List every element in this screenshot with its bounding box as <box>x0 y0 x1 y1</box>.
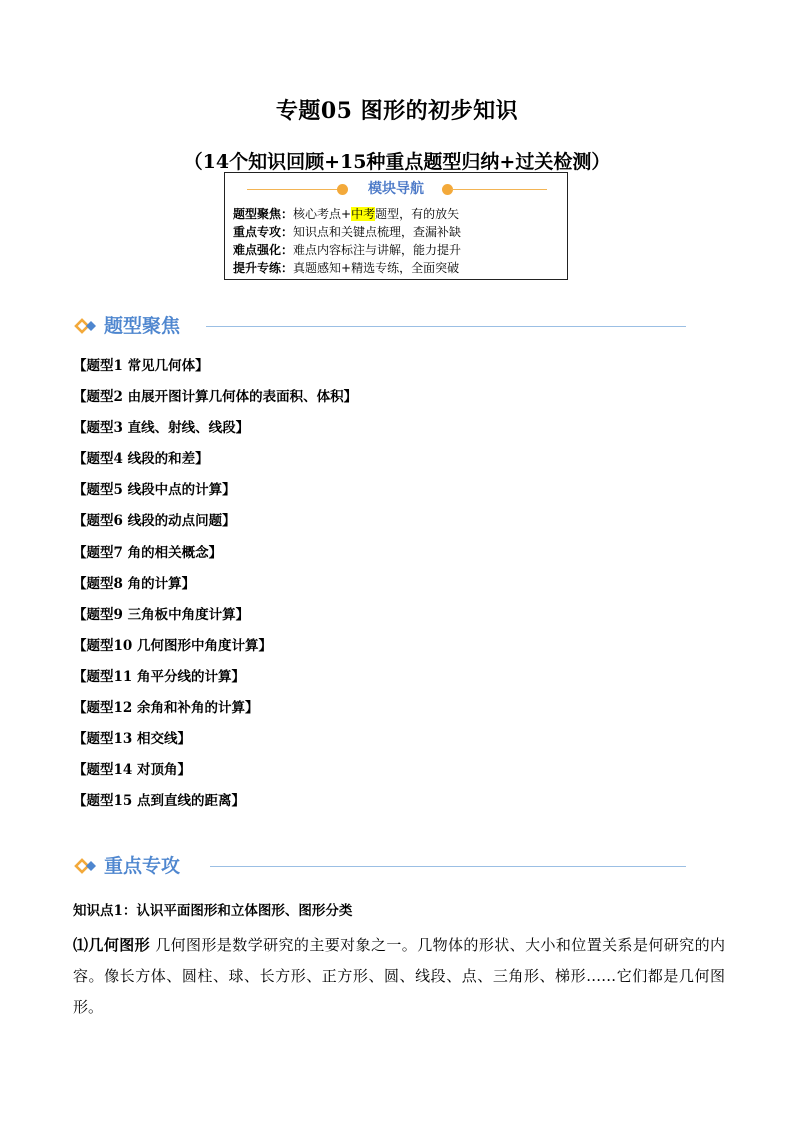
knowledge-point-title: 知识点1：认识平面图形和立体图形、图形分类 <box>73 903 353 919</box>
topic-item: 【题型7 角的相关概念】 <box>73 544 223 561</box>
nav-row-special <box>233 223 461 241</box>
nav-row-text: 知识点和关键点梳理，查漏补缺 <box>293 225 462 239</box>
section-title-special: 重点专攻 <box>104 855 181 877</box>
topic-item: 【题型12 余角和补角的计算】 <box>73 700 259 717</box>
double-diamond-icon <box>74 316 100 336</box>
topic-item: 【题型11 角平分线的计算】 <box>73 668 245 685</box>
nav-row-text: 真题感知+精选专练，全面突破 <box>293 261 460 275</box>
topic-item: 【题型2 由展开图计算几何体的表面积、体积】 <box>73 389 358 406</box>
topic-item: 【题型5 线段中点的计算】 <box>73 482 236 499</box>
nav-decor-line-right <box>451 189 547 190</box>
topic-item: 【题型10 几何图形中角度计算】 <box>73 637 272 654</box>
section-divider-line <box>210 866 686 867</box>
topic-item: 【题型1 常见几何体】 <box>73 358 209 374</box>
module-navigation-list <box>233 205 461 277</box>
topic-item: 【题型13 相交线】 <box>73 731 191 748</box>
section-header-special <box>74 853 686 881</box>
topic-list <box>73 356 357 822</box>
nav-row-focus <box>233 205 461 223</box>
nav-row-text-tail: 题型，有的放矢 <box>375 207 460 221</box>
nav-row-difficult <box>233 241 461 259</box>
nav-row-key: 提升专练： <box>233 261 294 275</box>
document-title: 专题05 图形的初步知识 <box>275 98 519 124</box>
topic-item: 【题型9 三角板中角度计算】 <box>73 606 250 623</box>
module-navigation-box <box>224 172 568 280</box>
section-divider-line <box>206 326 686 327</box>
topic-item: 【题型3 直线、射线、线段】 <box>73 420 250 437</box>
topic-item: 【题型6 线段的动点问题】 <box>73 513 236 530</box>
topic-item: 【题型14 对顶角】 <box>73 762 191 779</box>
topic-item: 【题型15 点到直线的距离】 <box>73 793 245 810</box>
document-subtitle: （14个知识回顾+15种重点题型归纳+过关检测） <box>183 151 611 173</box>
topic-item: 【题型4 线段的和差】 <box>73 451 209 468</box>
nav-row-practice <box>233 259 461 277</box>
nav-row-highlight: 中考 <box>351 207 376 221</box>
module-navigation-title: 模块导航 <box>368 181 424 197</box>
nav-row-text: 难点内容标注与讲解，能力提升 <box>293 243 462 257</box>
double-diamond-icon <box>74 856 100 876</box>
knowledge-paragraph <box>73 930 725 1023</box>
nav-row-text: 核心考点+ <box>293 207 352 221</box>
nav-row-key: 题型聚焦： <box>233 207 294 221</box>
knowledge-term: ⑴几何图形 <box>73 936 151 954</box>
module-navigation-header <box>225 179 567 199</box>
section-title-focus: 题型聚焦 <box>104 315 181 337</box>
topic-item: 【题型8 角的计算】 <box>73 575 196 592</box>
nav-row-key: 难点强化： <box>233 243 294 257</box>
knowledge-body: 几何图形是数学研究的主要对象之一。几物体的形状、大小和位置关系是何研究的内容。像长方体、圆柱、球、长方形、正方形、圆、线段、点、三角形、梯形……它们都是几何图形。 <box>73 936 725 1016</box>
section-header-focus <box>74 313 686 341</box>
nav-row-key: 重点专攻： <box>233 225 294 239</box>
